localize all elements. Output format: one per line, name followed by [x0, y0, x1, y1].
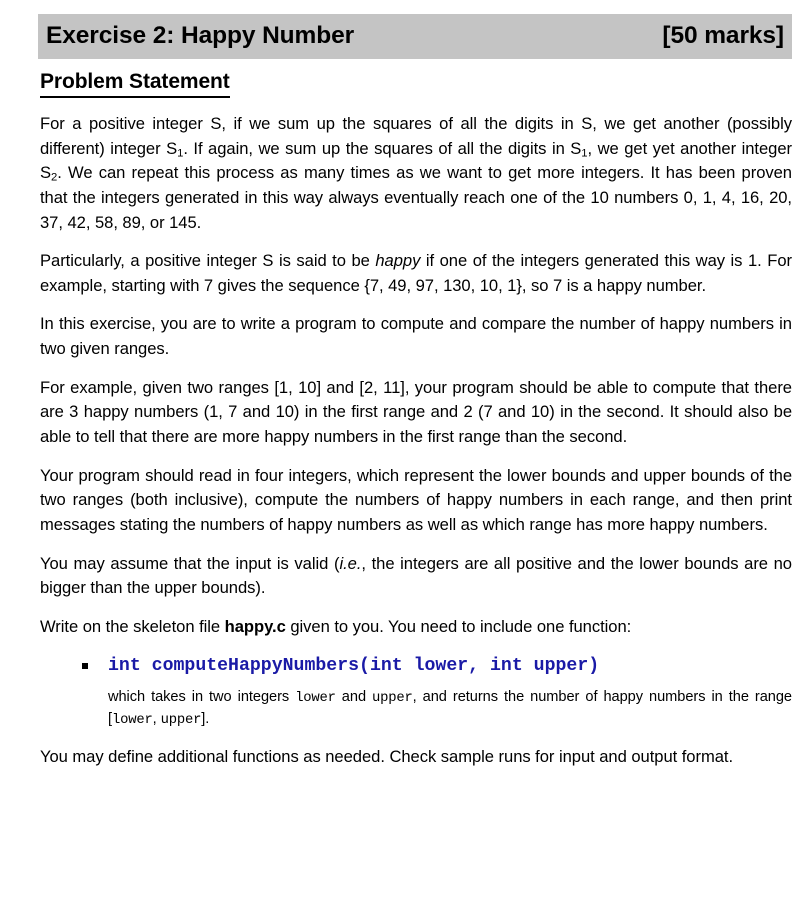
function-signature-list	[40, 654, 792, 679]
function-description	[40, 687, 792, 731]
param-lower-2: lower	[112, 711, 153, 728]
paragraph-happy-definition	[40, 249, 792, 298]
filename-happy-c: happy.c	[224, 616, 286, 636]
exercise-title: Exercise 2: Happy Number	[46, 22, 355, 50]
function-description-text-2: and	[335, 689, 373, 706]
square-bullet-icon	[82, 663, 88, 669]
function-description-text-3: , and returns the number of happy numbers in the range [	[108, 689, 793, 727]
paragraph-definition-text-1: For a positive integer S, if we sum up the squares of all the digits in S, we get another (possibly different) integer S	[40, 114, 792, 158]
paragraph-skeleton-file	[40, 615, 792, 640]
emphasis-ie: i.e.	[339, 553, 362, 573]
function-description-text-1: which takes in two integers	[108, 689, 296, 706]
function-description-text-4: ,	[152, 710, 161, 727]
param-upper-2: upper	[160, 711, 202, 728]
emphasis-happy: happy	[375, 251, 421, 271]
paragraph-input-assumption	[40, 552, 792, 601]
param-lower-1: lower	[295, 690, 336, 707]
function-description-text-5: ].	[201, 710, 210, 727]
subscript-s1-b: 1	[581, 147, 588, 160]
section-heading-problem-statement: Problem Statement	[40, 70, 230, 98]
exercise-title-bar	[38, 14, 792, 59]
paragraph-example: For example, given two ranges [1, 10] and [2, 11], your program should be able to compute that there are 3 happy numbers (1, 7 and 10) in the first range and 2 (7 and 10) in the second. It should also be able to tell that there are more happy numbers in the first range than the second.	[40, 377, 792, 447]
function-signature: int computeHappyNumbers(int lower, int upper)	[108, 655, 600, 676]
document-content	[40, 70, 792, 769]
subscript-s2: 2	[51, 171, 58, 184]
paragraph-exercise-goal: In this exercise, you are to write a program to compute and compare the number of happy numbers in two given ranges.	[40, 314, 792, 359]
paragraph-happy-text-1: Particularly, a positive integer S is said to be	[40, 251, 376, 271]
paragraph-definition-text-3: , we get yet another integer S	[40, 138, 792, 183]
param-upper-1: upper	[372, 690, 413, 707]
paragraph-happy-text-2: if one of the integers generated this way is 1. For example, starting with 7 gives the sequence {7, 49, 97, 130, 10, 1}, so 7 is a happy number.	[40, 251, 792, 295]
paragraph-definition-text-4: . We can repeat this process as many times as we want to get more integers. It has been proven that the integers generated in this way always eventually reach one of the 10 numbers 0, 1, 4, 16, 20, 37, 42, 58, 89, or 145.	[40, 163, 792, 232]
subscript-s1-a: 1	[177, 147, 184, 160]
paragraph-program-requirements: Your program should read in four integers, which represent the lower bounds and upper bounds of the two ranges (both inclusive), compute the numbers of happy numbers in each range, and then print messages stating the numbers of happy numbers as well as which range has more happy numbers.	[40, 465, 792, 534]
list-item	[82, 654, 792, 679]
paragraph-additional-functions: You may define additional functions as needed. Check sample runs for input and output format.	[40, 746, 734, 766]
paragraph-skeleton-text-1: Write on the skeleton file	[40, 616, 225, 636]
paragraph-input-text-1: You may assume that the input is valid (	[40, 553, 340, 573]
exercise-marks: [50 marks]	[662, 22, 784, 50]
paragraph-definition-text-2: . If again, we sum up the squares of all the digits in S	[183, 138, 582, 158]
paragraph-definition	[40, 112, 792, 235]
paragraph-input-text-2: , the integers are all positive and the lower bounds are no bigger than the upper bounds).	[40, 553, 792, 598]
paragraph-skeleton-text-2: given to you. You need to include one function:	[285, 616, 632, 636]
